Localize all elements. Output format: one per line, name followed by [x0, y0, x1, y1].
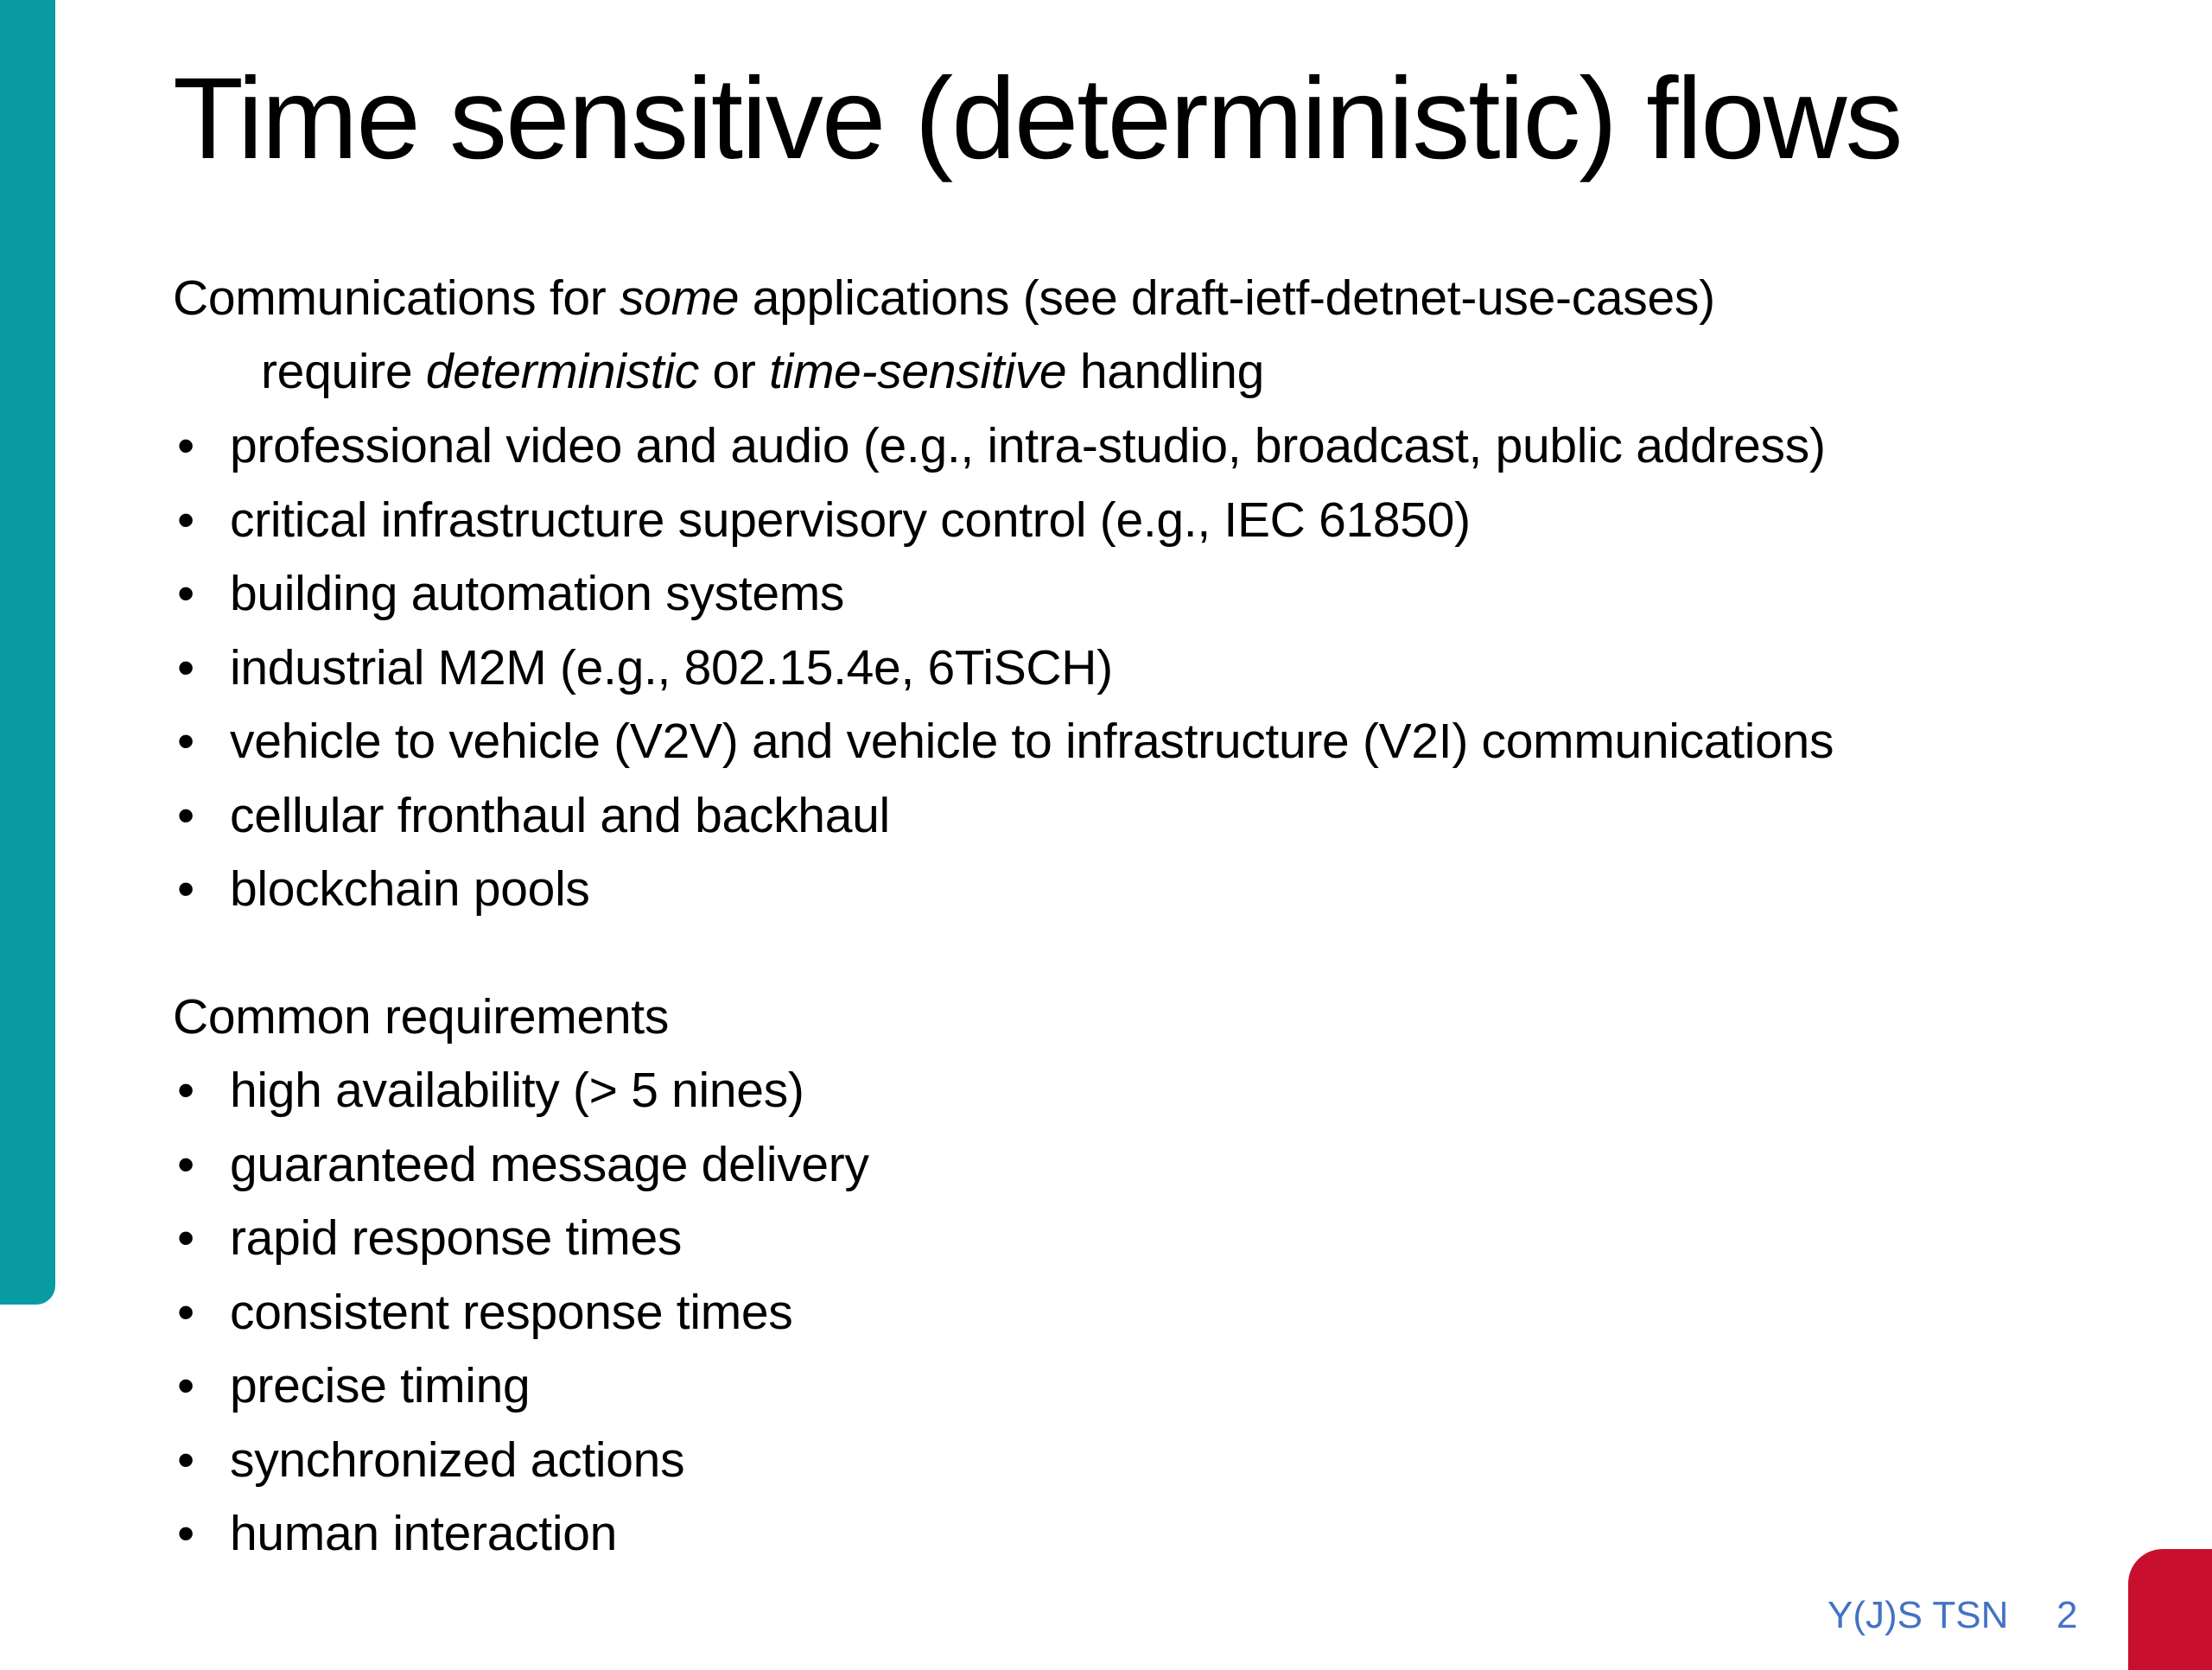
- bullet-icon: •: [177, 1063, 194, 1118]
- list-item-text: cellular fronthaul and backhaul: [230, 787, 890, 843]
- list-item: [173, 632, 1834, 706]
- list-item: [173, 1276, 869, 1350]
- requirements-heading: Common requirements: [173, 989, 670, 1045]
- intro-text: Communications for: [173, 270, 620, 326]
- intro-emphasis: deterministic: [425, 344, 699, 399]
- bullet-icon: •: [177, 566, 194, 621]
- list-item: [173, 484, 1834, 558]
- list-item-text: industrial M2M (e.g., 802.15.4e, 6TiSCH): [230, 639, 1113, 695]
- list-item: [173, 410, 1834, 484]
- list-item-text: blockchain pools: [230, 861, 590, 917]
- bullet-icon: •: [177, 787, 194, 843]
- list-item: [173, 1202, 869, 1276]
- bullet-icon: •: [177, 1358, 194, 1413]
- list-item: [173, 1054, 869, 1128]
- list-item: [173, 1349, 869, 1424]
- list-item-text: consistent response times: [230, 1284, 793, 1340]
- list-item-text: synchronized actions: [230, 1432, 685, 1488]
- list-item: [173, 853, 1834, 927]
- bullet-icon: •: [177, 861, 194, 917]
- footer-title: Y(J)S TSN: [1827, 1594, 2009, 1636]
- bullet-icon: •: [177, 1284, 194, 1340]
- bullet-icon: •: [177, 1210, 194, 1266]
- intro-text: or: [698, 344, 770, 399]
- intro-text: applications (see draft-ietf-detnet-use-cases): [739, 270, 1715, 326]
- list-item: [173, 1424, 869, 1498]
- intro-line-1: [173, 264, 1715, 333]
- intro-line-2: [261, 337, 1264, 406]
- list-item: [173, 557, 1834, 632]
- bullet-icon: •: [177, 639, 194, 695]
- list-item: [173, 1497, 869, 1572]
- bullet-icon: •: [177, 714, 194, 769]
- list-item-text: high availability (> 5 nines): [230, 1063, 804, 1118]
- requirements-list: [173, 1054, 869, 1572]
- left-accent-bar: [0, 0, 55, 1305]
- list-item-text: building automation systems: [230, 566, 845, 621]
- list-item-text: professional video and audio (e.g., intra-studio, broadcast, public address): [230, 418, 1826, 473]
- list-item-text: vehicle to vehicle (V2V) and vehicle to infrastructure (V2I) communications: [230, 714, 1834, 769]
- applications-list: [173, 410, 1834, 927]
- intro-emphasis: some: [620, 270, 740, 326]
- corner-accent-block: [2128, 1549, 2212, 1670]
- list-item-text: human interaction: [230, 1506, 618, 1561]
- bullet-icon: •: [177, 1506, 194, 1561]
- page-number: 2: [2056, 1594, 2078, 1636]
- bullet-icon: •: [177, 1432, 194, 1488]
- list-item: [173, 705, 1834, 779]
- bullet-icon: •: [177, 492, 194, 548]
- list-item-text: precise timing: [230, 1358, 531, 1413]
- list-item-text: critical infrastructure supervisory control (e.g., IEC 61850): [230, 492, 1471, 548]
- bullet-icon: •: [177, 1136, 194, 1192]
- list-item: [173, 779, 1834, 854]
- list-item-text: guaranteed message delivery: [230, 1136, 869, 1192]
- slide-title: Time sensitive (deterministic) flows: [173, 54, 1902, 183]
- intro-emphasis: time-sensitive: [769, 344, 1067, 399]
- list-item-text: rapid response times: [230, 1210, 683, 1266]
- list-item: [173, 1128, 869, 1203]
- intro-text: require: [261, 344, 426, 399]
- bullet-icon: •: [177, 418, 194, 473]
- intro-text: handling: [1066, 344, 1264, 399]
